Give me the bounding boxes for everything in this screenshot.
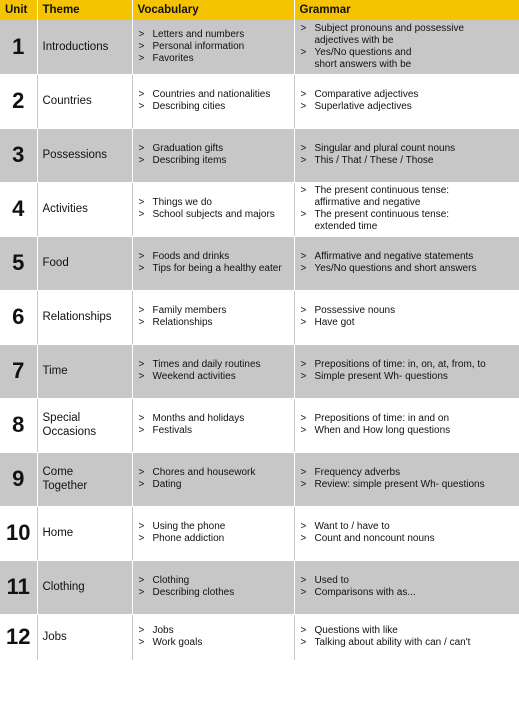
chevron-right-icon: > xyxy=(138,425,145,436)
unit-header: Unit xyxy=(0,0,37,20)
grammar-item-text: Count and noncount nouns xyxy=(314,533,435,544)
grammar-cell xyxy=(294,290,519,344)
chevron-right-icon: > xyxy=(138,52,145,64)
vocabulary-cell xyxy=(132,344,294,398)
grammar-item-text: Comparisons with as... xyxy=(314,587,416,598)
list-item xyxy=(301,359,519,371)
vocabulary-cell xyxy=(132,506,294,560)
list-item xyxy=(301,533,519,545)
grammar-item-text: Singular and plural count nouns xyxy=(314,143,456,154)
vocabulary-item-text: Tips for being a healthy eater xyxy=(152,263,282,274)
grammar-item-text: Questions with like xyxy=(314,625,398,636)
vocabulary-item-text: Dating xyxy=(152,479,182,490)
chevron-right-icon: > xyxy=(138,197,145,208)
vocabulary-list xyxy=(139,625,294,649)
list-item xyxy=(139,425,294,437)
grammar-item-text: Affirmative and negative statements xyxy=(314,251,474,262)
grammar-item-text: Review: simple present Wh- questions xyxy=(314,479,485,490)
list-item xyxy=(139,89,294,101)
vocabulary-item-text: School subjects and majors xyxy=(152,209,275,220)
vocabulary-list xyxy=(139,359,294,383)
theme-label: Special Occasions xyxy=(42,412,97,438)
list-item xyxy=(139,479,294,491)
grammar-list xyxy=(301,23,519,71)
vocabulary-cell xyxy=(132,452,294,506)
chevron-right-icon: > xyxy=(300,22,307,34)
vocabulary-list xyxy=(139,197,294,221)
list-item xyxy=(139,197,294,209)
vocabulary-cell xyxy=(132,128,294,182)
list-item xyxy=(301,413,519,425)
list-item xyxy=(139,263,294,275)
theme-label: Activities xyxy=(42,203,88,215)
vocabulary-item-text: Personal information xyxy=(152,40,245,52)
list-item xyxy=(301,47,519,71)
list-item xyxy=(301,625,519,637)
chevron-right-icon: > xyxy=(300,425,307,436)
grammar-header: Grammar xyxy=(294,0,519,20)
list-item xyxy=(301,521,519,533)
grammar-item-text: Yes/No questions and short answers with be xyxy=(314,46,412,70)
grammar-item-text: Subject pronouns and possessive adjectives with be xyxy=(314,22,465,46)
unit-number: 9 xyxy=(0,452,37,506)
table-row xyxy=(0,236,519,290)
list-item xyxy=(301,479,519,491)
theme-label: Possessions xyxy=(42,149,108,161)
unit-number: 11 xyxy=(0,560,37,614)
theme-label: Time xyxy=(42,365,68,377)
vocabulary-item-text: Months and holidays xyxy=(152,413,245,424)
chevron-right-icon: > xyxy=(138,263,145,274)
list-item xyxy=(301,185,519,209)
vocabulary-item-text: Graduation gifts xyxy=(152,143,224,154)
unit-number: 5 xyxy=(0,236,37,290)
table-row xyxy=(0,74,519,128)
grammar-item-text: Prepositions of time: in, on, at, from, to xyxy=(314,359,486,370)
grammar-list xyxy=(301,359,519,383)
vocabulary-list xyxy=(139,575,294,599)
chevron-right-icon: > xyxy=(300,371,307,382)
chevron-right-icon: > xyxy=(300,155,307,166)
theme-label: Home xyxy=(42,527,74,539)
grammar-cell xyxy=(294,398,519,452)
unit-theme xyxy=(37,20,132,74)
list-item xyxy=(301,209,519,233)
chevron-right-icon: > xyxy=(300,587,307,598)
theme-label: Relationships xyxy=(42,311,112,323)
table-row xyxy=(0,128,519,182)
table-body xyxy=(0,20,519,660)
table-row xyxy=(0,506,519,560)
vocabulary-cell xyxy=(132,74,294,128)
list-item xyxy=(301,101,519,113)
grammar-item-text: Used to xyxy=(314,575,349,586)
chevron-right-icon: > xyxy=(300,317,307,328)
chevron-right-icon: > xyxy=(300,305,307,316)
table-row xyxy=(0,344,519,398)
grammar-list xyxy=(301,143,519,167)
list-item xyxy=(301,143,519,155)
vocabulary-item-text: Weekend activities xyxy=(152,371,236,382)
unit-theme xyxy=(37,236,132,290)
chevron-right-icon: > xyxy=(300,413,307,424)
vocabulary-item-text: Times and daily routines xyxy=(152,359,261,370)
chevron-right-icon: > xyxy=(300,625,307,636)
chevron-right-icon: > xyxy=(138,317,145,328)
chevron-right-icon: > xyxy=(138,637,145,648)
grammar-cell xyxy=(294,452,519,506)
grammar-item-text: Yes/No questions and short answers xyxy=(314,263,477,274)
vocabulary-header: Vocabulary xyxy=(132,0,294,20)
vocabulary-item-text: Work goals xyxy=(152,637,203,648)
list-item xyxy=(139,29,294,41)
grammar-item-text: Superlative adjectives xyxy=(314,101,412,112)
vocabulary-list xyxy=(139,143,294,167)
list-item xyxy=(301,637,519,649)
unit-number: 3 xyxy=(0,128,37,182)
table-row xyxy=(0,614,519,660)
theme-header: Theme xyxy=(37,0,132,20)
grammar-list xyxy=(301,185,519,233)
grammar-cell xyxy=(294,506,519,560)
list-item xyxy=(301,575,519,587)
unit-number: 4 xyxy=(0,182,37,236)
chevron-right-icon: > xyxy=(138,467,145,478)
chevron-right-icon: > xyxy=(300,251,307,262)
list-item xyxy=(139,533,294,545)
grammar-item-text: Possessive nouns xyxy=(314,305,396,316)
unit-number: 7 xyxy=(0,344,37,398)
chevron-right-icon: > xyxy=(138,521,145,532)
grammar-item-text: Simple present Wh- questions xyxy=(314,371,448,382)
unit-theme xyxy=(37,128,132,182)
theme-label: Food xyxy=(42,257,69,269)
grammar-list xyxy=(301,305,519,329)
list-item xyxy=(139,413,294,425)
theme-label: Jobs xyxy=(42,631,67,643)
vocabulary-cell xyxy=(132,398,294,452)
grammar-item-text: Talking about ability with can / can't xyxy=(314,637,471,648)
vocabulary-cell xyxy=(132,560,294,614)
grammar-item-text: Prepositions of time: in and on xyxy=(314,413,450,424)
chevron-right-icon: > xyxy=(138,89,145,100)
list-item xyxy=(139,637,294,649)
chevron-right-icon: > xyxy=(138,413,145,424)
unit-theme xyxy=(37,560,132,614)
chevron-right-icon: > xyxy=(138,209,145,220)
vocabulary-list xyxy=(139,251,294,275)
list-item xyxy=(139,371,294,383)
list-item xyxy=(301,317,519,329)
vocabulary-list xyxy=(139,521,294,545)
grammar-item-text: The present continuous tense: affirmative and negative xyxy=(314,185,450,208)
chevron-right-icon: > xyxy=(300,143,307,154)
unit-number: 12 xyxy=(0,614,37,660)
list-item xyxy=(139,625,294,637)
vocabulary-item-text: Jobs xyxy=(152,625,174,636)
grammar-list xyxy=(301,575,519,599)
grammar-cell xyxy=(294,344,519,398)
chevron-right-icon: > xyxy=(138,251,145,262)
list-item xyxy=(139,41,294,53)
unit-number: 8 xyxy=(0,398,37,452)
vocabulary-list xyxy=(139,29,294,65)
grammar-cell xyxy=(294,128,519,182)
list-item xyxy=(301,587,519,599)
vocabulary-item-text: Relationships xyxy=(152,317,213,328)
list-item xyxy=(139,467,294,479)
table-row xyxy=(0,182,519,236)
chevron-right-icon: > xyxy=(300,46,307,58)
vocabulary-item-text: Chores and housework xyxy=(152,467,256,478)
grammar-list xyxy=(301,467,519,491)
theme-label: Come Together xyxy=(42,466,88,492)
chevron-right-icon: > xyxy=(300,479,307,490)
unit-theme xyxy=(37,182,132,236)
vocabulary-item-text: Clothing xyxy=(152,575,190,586)
chevron-right-icon: > xyxy=(300,185,307,196)
chevron-right-icon: > xyxy=(138,155,145,166)
chevron-right-icon: > xyxy=(300,575,307,586)
vocabulary-cell xyxy=(132,614,294,660)
list-item xyxy=(301,263,519,275)
vocabulary-item-text: Phone addiction xyxy=(152,533,225,544)
list-item xyxy=(139,359,294,371)
table-row xyxy=(0,20,519,74)
theme-label: Introductions xyxy=(42,40,109,53)
vocabulary-item-text: Letters and numbers xyxy=(152,28,245,40)
chevron-right-icon: > xyxy=(300,89,307,100)
grammar-list xyxy=(301,521,519,545)
vocabulary-list xyxy=(139,305,294,329)
list-item xyxy=(301,305,519,317)
unit-number: 6 xyxy=(0,290,37,344)
grammar-item-text: Comparative adjectives xyxy=(314,89,419,100)
unit-theme xyxy=(37,506,132,560)
grammar-item-text: When and How long questions xyxy=(314,425,451,436)
unit-number: 2 xyxy=(0,74,37,128)
grammar-list xyxy=(301,625,519,649)
grammar-cell xyxy=(294,236,519,290)
list-item xyxy=(139,575,294,587)
vocabulary-cell xyxy=(132,20,294,74)
list-item xyxy=(301,251,519,263)
list-item xyxy=(301,467,519,479)
table-row xyxy=(0,452,519,506)
list-item xyxy=(139,251,294,263)
unit-theme xyxy=(37,614,132,660)
list-item xyxy=(301,23,519,47)
theme-label: Countries xyxy=(42,95,92,107)
chevron-right-icon: > xyxy=(300,467,307,478)
vocabulary-list xyxy=(139,89,294,113)
list-item xyxy=(139,53,294,65)
grammar-list xyxy=(301,413,519,437)
unit-theme xyxy=(37,290,132,344)
vocabulary-cell xyxy=(132,290,294,344)
grammar-item-text: Frequency adverbs xyxy=(314,467,401,478)
grammar-cell xyxy=(294,20,519,74)
vocabulary-item-text: Describing items xyxy=(152,155,227,166)
vocabulary-item-text: Family members xyxy=(152,305,227,316)
chevron-right-icon: > xyxy=(138,101,145,112)
grammar-cell xyxy=(294,614,519,660)
list-item xyxy=(301,371,519,383)
list-item xyxy=(139,305,294,317)
unit-theme xyxy=(37,74,132,128)
chevron-right-icon: > xyxy=(300,637,307,648)
chevron-right-icon: > xyxy=(300,209,307,220)
grammar-item-text: The present continuous tense: extended time xyxy=(314,209,450,232)
list-item xyxy=(301,425,519,437)
table-row xyxy=(0,398,519,452)
unit-number: 1 xyxy=(0,20,37,74)
chevron-right-icon: > xyxy=(138,371,145,382)
vocabulary-list xyxy=(139,413,294,437)
chevron-right-icon: > xyxy=(138,28,145,40)
chevron-right-icon: > xyxy=(138,587,145,598)
chevron-right-icon: > xyxy=(300,359,307,370)
vocabulary-item-text: Foods and drinks xyxy=(152,251,230,262)
vocabulary-cell xyxy=(132,236,294,290)
list-item xyxy=(139,521,294,533)
vocabulary-cell xyxy=(132,182,294,236)
chevron-right-icon: > xyxy=(138,40,145,52)
vocabulary-item-text: Countries and nationalities xyxy=(152,89,271,100)
list-item xyxy=(139,587,294,599)
vocabulary-item-text: Describing cities xyxy=(152,101,226,112)
chevron-right-icon: > xyxy=(300,101,307,112)
table-row xyxy=(0,290,519,344)
grammar-list xyxy=(301,89,519,113)
list-item xyxy=(139,101,294,113)
chevron-right-icon: > xyxy=(300,521,307,532)
grammar-item-text: This / That / These / Those xyxy=(314,155,434,166)
list-item xyxy=(301,155,519,167)
list-item xyxy=(139,317,294,329)
vocabulary-item-text: Festivals xyxy=(152,425,192,436)
chevron-right-icon: > xyxy=(138,143,145,154)
vocabulary-list xyxy=(139,467,294,491)
grammar-item-text: Have got xyxy=(314,317,355,328)
chevron-right-icon: > xyxy=(300,263,307,274)
vocabulary-item-text: Things we do xyxy=(152,197,212,208)
list-item xyxy=(139,143,294,155)
grammar-cell xyxy=(294,182,519,236)
grammar-cell xyxy=(294,74,519,128)
unit-theme xyxy=(37,398,132,452)
chevron-right-icon: > xyxy=(300,533,307,544)
header-row xyxy=(0,0,519,20)
vocabulary-item-text: Using the phone xyxy=(152,521,226,532)
list-item xyxy=(139,155,294,167)
grammar-item-text: Want to / have to xyxy=(314,521,390,532)
chevron-right-icon: > xyxy=(138,533,145,544)
chevron-right-icon: > xyxy=(138,479,145,490)
vocabulary-item-text: Favorites xyxy=(152,52,194,64)
table-row xyxy=(0,560,519,614)
grammar-cell xyxy=(294,560,519,614)
unit-theme xyxy=(37,344,132,398)
unit-number: 10 xyxy=(0,506,37,560)
vocabulary-item-text: Describing clothes xyxy=(152,587,235,598)
chevron-right-icon: > xyxy=(138,575,145,586)
chevron-right-icon: > xyxy=(138,359,145,370)
list-item xyxy=(139,209,294,221)
grammar-list xyxy=(301,251,519,275)
list-item xyxy=(301,89,519,101)
chevron-right-icon: > xyxy=(138,625,145,636)
theme-label: Clothing xyxy=(42,581,85,593)
unit-theme xyxy=(37,452,132,506)
chevron-right-icon: > xyxy=(138,305,145,316)
